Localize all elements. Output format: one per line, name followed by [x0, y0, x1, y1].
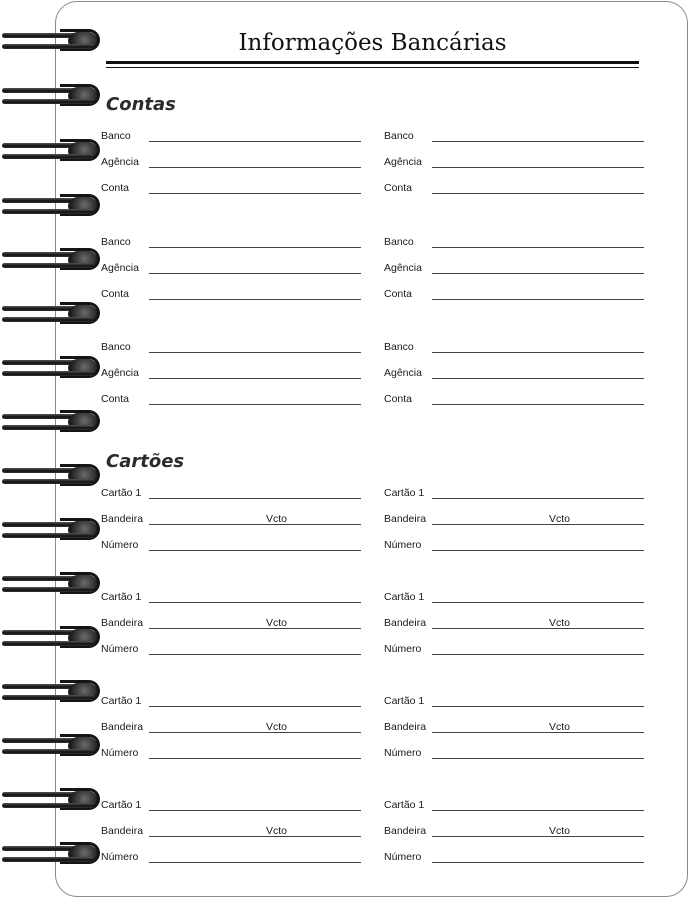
bank-row [384, 340, 644, 358]
agency-label: Agência [101, 367, 139, 379]
brand-label: Bandeira [384, 617, 427, 629]
card-number-row [101, 746, 361, 764]
card-label: Cartão 1 [384, 591, 425, 603]
card-label: Cartão 1 [384, 695, 425, 707]
brand-label: Bandeira [384, 721, 427, 733]
brand-row [384, 720, 644, 738]
agency-label: Agência [101, 262, 139, 274]
bank-row [101, 129, 361, 147]
agency-row [101, 155, 361, 173]
agency-input-line[interactable] [149, 273, 361, 274]
account-row [101, 181, 361, 199]
agency-input-line[interactable] [432, 273, 644, 274]
card-input-line[interactable] [149, 602, 361, 603]
expiry-label: Vcto [549, 513, 571, 525]
binding-ring [0, 678, 104, 704]
agency-label: Agência [384, 262, 422, 274]
account-row [384, 392, 644, 410]
account-input-line[interactable] [149, 404, 361, 405]
account-row [384, 287, 644, 305]
account-label: Conta [101, 288, 130, 300]
binding-ring [0, 246, 104, 272]
brand-input-line[interactable] [149, 524, 361, 525]
account-input-line[interactable] [432, 404, 644, 405]
agency-row [384, 366, 644, 384]
account-input-line[interactable] [149, 193, 361, 194]
card-row [384, 694, 644, 712]
brand-input-line[interactable] [432, 836, 644, 837]
binding-ring [0, 300, 104, 326]
card-number-label: Número [384, 747, 422, 759]
binding-ring [0, 516, 104, 542]
card-number-input-line[interactable] [149, 550, 361, 551]
account-row [101, 392, 361, 410]
card-row [101, 694, 361, 712]
card-input-line[interactable] [149, 810, 361, 811]
card-label: Cartão 1 [101, 591, 142, 603]
brand-row [101, 512, 361, 530]
brand-input-line[interactable] [149, 836, 361, 837]
agency-label: Agência [384, 367, 422, 379]
card-row [101, 486, 361, 504]
card-label: Cartão 1 [384, 799, 425, 811]
title-rule-thin [106, 67, 639, 68]
card-input-line[interactable] [149, 706, 361, 707]
expiry-label: Vcto [266, 513, 288, 525]
account-label: Conta [384, 288, 413, 300]
card-number-label: Número [101, 851, 139, 863]
bank-input-line[interactable] [432, 141, 644, 142]
bank-label: Banco [101, 130, 131, 142]
binding-ring [0, 408, 104, 434]
card-row [101, 590, 361, 608]
brand-row [384, 512, 644, 530]
agency-input-line[interactable] [432, 378, 644, 379]
agency-input-line[interactable] [432, 167, 644, 168]
brand-row [101, 824, 361, 842]
bank-row [384, 129, 644, 147]
card-number-input-line[interactable] [432, 758, 644, 759]
card-number-label: Número [384, 851, 422, 863]
brand-label: Bandeira [101, 617, 144, 629]
card-input-line[interactable] [432, 602, 644, 603]
bank-input-line[interactable] [432, 352, 644, 353]
binding-ring [0, 192, 104, 218]
binding-ring [0, 137, 104, 163]
card-number-row [101, 850, 361, 868]
binding-ring [0, 27, 104, 53]
bank-label: Banco [384, 130, 414, 142]
binding-ring [0, 82, 104, 108]
card-number-label: Número [101, 643, 139, 655]
card-row [384, 590, 644, 608]
card-number-row [384, 746, 644, 764]
binding-ring [0, 786, 104, 812]
card-number-label: Número [384, 643, 422, 655]
brand-label: Bandeira [384, 825, 427, 837]
card-label: Cartão 1 [101, 799, 142, 811]
card-label: Cartão 1 [384, 487, 425, 499]
bank-input-line[interactable] [149, 247, 361, 248]
card-number-row [384, 642, 644, 660]
card-label: Cartão 1 [101, 695, 142, 707]
bank-row [101, 340, 361, 358]
bank-label: Banco [101, 236, 131, 248]
card-number-input-line[interactable] [432, 654, 644, 655]
card-input-line[interactable] [432, 498, 644, 499]
agency-label: Agência [384, 156, 422, 168]
expiry-label: Vcto [549, 721, 571, 733]
agency-input-line[interactable] [149, 167, 361, 168]
account-input-line[interactable] [149, 299, 361, 300]
bank-label: Banco [101, 341, 131, 353]
account-label: Conta [384, 393, 413, 405]
bank-label: Banco [384, 341, 414, 353]
brand-input-line[interactable] [432, 524, 644, 525]
expiry-label: Vcto [266, 825, 288, 837]
binding-ring [0, 732, 104, 758]
bank-label: Banco [384, 236, 414, 248]
agency-label: Agência [101, 156, 139, 168]
card-number-input-line[interactable] [149, 654, 361, 655]
binding-ring [0, 624, 104, 650]
brand-label: Bandeira [384, 513, 427, 525]
brand-label: Bandeira [101, 513, 144, 525]
account-row [101, 287, 361, 305]
expiry-label: Vcto [266, 721, 288, 733]
bank-row [101, 235, 361, 253]
expiry-label: Vcto [549, 617, 571, 629]
card-number-row [384, 538, 644, 556]
expiry-label: Vcto [549, 825, 571, 837]
brand-label: Bandeira [101, 721, 144, 733]
card-number-row [101, 538, 361, 556]
card-number-row [101, 642, 361, 660]
card-number-input-line[interactable] [432, 862, 644, 863]
agency-row [101, 366, 361, 384]
brand-input-line[interactable] [432, 628, 644, 629]
card-number-label: Número [101, 747, 139, 759]
agency-row [384, 155, 644, 173]
card-number-input-line[interactable] [149, 758, 361, 759]
agency-row [101, 261, 361, 279]
brand-label: Bandeira [101, 825, 144, 837]
binding-ring [0, 462, 104, 488]
card-row [384, 486, 644, 504]
binding-ring [0, 354, 104, 380]
accounts-heading: Contas [106, 94, 176, 115]
brand-input-line[interactable] [149, 732, 361, 733]
brand-row [101, 616, 361, 634]
binding-ring [0, 840, 104, 866]
bank-input-line[interactable] [149, 352, 361, 353]
card-input-line[interactable] [432, 706, 644, 707]
brand-input-line[interactable] [149, 628, 361, 629]
brand-input-line[interactable] [432, 732, 644, 733]
bank-row [384, 235, 644, 253]
card-number-input-line[interactable] [149, 862, 361, 863]
title-rule-thick [106, 61, 639, 64]
card-number-row [384, 850, 644, 868]
card-number-label: Número [101, 539, 139, 551]
card-number-label: Número [384, 539, 422, 551]
card-row [101, 798, 361, 816]
account-row [384, 181, 644, 199]
account-label: Conta [101, 182, 130, 194]
bank-input-line[interactable] [432, 247, 644, 248]
expiry-label: Vcto [266, 617, 288, 629]
card-input-line[interactable] [149, 498, 361, 499]
card-input-line[interactable] [432, 810, 644, 811]
bank-input-line[interactable] [149, 141, 361, 142]
brand-row [384, 824, 644, 842]
page-title: Informações Bancárias [238, 30, 507, 56]
agency-row [384, 261, 644, 279]
binding-ring [0, 570, 104, 596]
card-number-input-line[interactable] [432, 550, 644, 551]
account-input-line[interactable] [432, 193, 644, 194]
card-row [384, 798, 644, 816]
brand-row [101, 720, 361, 738]
account-label: Conta [101, 393, 130, 405]
brand-row [384, 616, 644, 634]
account-label: Conta [384, 182, 413, 194]
agency-input-line[interactable] [149, 378, 361, 379]
card-label: Cartão 1 [101, 487, 142, 499]
cards-heading: Cartões [106, 451, 185, 472]
account-input-line[interactable] [432, 299, 644, 300]
